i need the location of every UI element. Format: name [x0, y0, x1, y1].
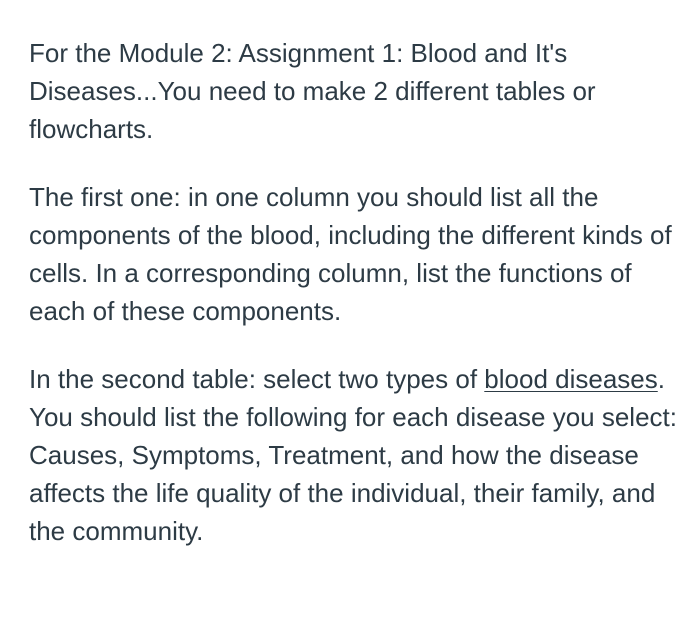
- paragraph-first-table: The first one: in one column you should list all the components of the blood, including the different kinds of cells. In a corresponding column, list the functions of each of these components.: [29, 182, 672, 326]
- paragraph-intro: For the Module 2: Assignment 1: Blood and It's Diseases...You need to make 2 different tables or flowcharts.: [29, 38, 596, 144]
- paragraph-second-table-rest: . You should list the following for each disease you select: Causes, Symptoms, Treatment, and how the disease affects the life quality of the individual, their family, and the community.: [29, 364, 677, 546]
- blood-diseases-link[interactable]: blood diseases: [484, 364, 658, 394]
- paragraph-second-table: [29, 360, 680, 550]
- paragraph-second-table-lead: In the second table: select two types of: [29, 364, 485, 394]
